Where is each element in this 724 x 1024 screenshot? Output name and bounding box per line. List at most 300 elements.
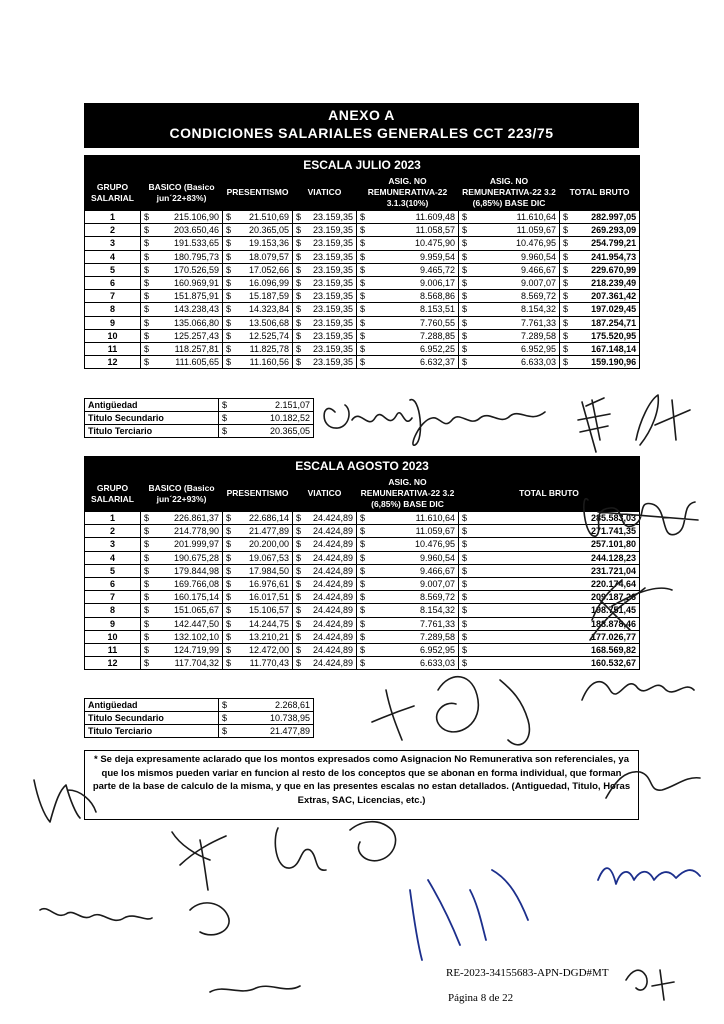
col-grupo: GRUPO SALARIAL <box>85 476 141 512</box>
asig1-cell: 10.475,90 <box>371 237 459 250</box>
presentismo-cell: 16.096,99 <box>237 276 293 289</box>
currency-symbol: $ <box>293 591 307 604</box>
currency-symbol: $ <box>223 224 237 237</box>
extra-label: Titulo Terciario <box>85 725 219 738</box>
grupo-cell: 2 <box>85 525 141 538</box>
currency-symbol: $ <box>357 356 371 369</box>
extra-value: 10.182,52 <box>233 412 314 425</box>
currency-symbol: $ <box>223 591 237 604</box>
table-row <box>85 577 640 590</box>
viatico-cell: 24.424,89 <box>307 538 357 551</box>
currency-symbol: $ <box>141 577 155 590</box>
currency-symbol: $ <box>357 657 371 670</box>
asig1-cell: 7.288,85 <box>371 329 459 342</box>
asig2-cell: 11.610,64 <box>473 211 560 224</box>
signature-16 <box>210 986 300 992</box>
grupo-cell: 3 <box>85 237 141 250</box>
currency-symbol: $ <box>293 316 307 329</box>
presentismo-cell: 22.686,14 <box>237 512 293 525</box>
asig2-cell: 7.289,58 <box>473 329 560 342</box>
asig-cell: 8.569,72 <box>371 591 459 604</box>
table-row <box>85 303 640 316</box>
total-cell: 197.029,45 <box>574 303 640 316</box>
signature-2 <box>578 398 610 452</box>
currency-symbol: $ <box>560 276 574 289</box>
currency-symbol: $ <box>357 551 371 564</box>
table-row <box>85 237 640 250</box>
viatico-cell: 24.424,89 <box>307 657 357 670</box>
annex-title: ANEXO A <box>328 107 395 123</box>
presentismo-cell: 15.187,59 <box>237 290 293 303</box>
total-cell: 218.239,49 <box>574 276 640 289</box>
currency-symbol: $ <box>141 591 155 604</box>
currency-symbol: $ <box>357 329 371 342</box>
currency-symbol: $ <box>223 211 237 224</box>
grupo-cell: 4 <box>85 551 141 564</box>
presentismo-cell: 20.200,00 <box>237 538 293 551</box>
table-row <box>85 551 640 564</box>
table-row <box>85 643 640 656</box>
currency-symbol: $ <box>293 303 307 316</box>
currency-symbol: $ <box>141 512 155 525</box>
total-cell: 271.741,35 <box>473 525 640 538</box>
currency-symbol: $ <box>223 263 237 276</box>
grupo-cell: 5 <box>85 263 141 276</box>
grupo-cell: 11 <box>85 643 141 656</box>
table-row <box>85 564 640 577</box>
extra-value: 2.151,07 <box>233 399 314 412</box>
currency-symbol: $ <box>357 643 371 656</box>
currency-symbol: $ <box>141 329 155 342</box>
currency-symbol: $ <box>459 237 473 250</box>
viatico-cell: 23.159,35 <box>307 276 357 289</box>
asig1-cell: 8.153,51 <box>371 303 459 316</box>
presentismo-cell: 17.984,50 <box>237 564 293 577</box>
currency-symbol: $ <box>141 356 155 369</box>
currency-symbol: $ <box>357 564 371 577</box>
extra-label: Antigüedad <box>85 699 219 712</box>
currency-symbol: $ <box>223 250 237 263</box>
presentismo-cell: 13.210,21 <box>237 630 293 643</box>
presentismo-cell: 20.365,05 <box>237 224 293 237</box>
basico-cell: 226.861,37 <box>155 512 223 525</box>
total-cell: 198.751,45 <box>473 604 640 617</box>
currency-symbol: $ <box>459 211 473 224</box>
viatico-cell: 23.159,35 <box>307 316 357 329</box>
currency-symbol: $ <box>141 617 155 630</box>
basico-cell: 111.605,65 <box>155 356 223 369</box>
currency-symbol: $ <box>293 211 307 224</box>
presentismo-cell: 14.244,75 <box>237 617 293 630</box>
currency-symbol: $ <box>141 538 155 551</box>
grupo-cell: 10 <box>85 630 141 643</box>
currency-symbol: $ <box>459 263 473 276</box>
asig-cell: 9.466,67 <box>371 564 459 577</box>
july-table-body <box>85 211 640 369</box>
currency-symbol: $ <box>293 577 307 590</box>
currency-symbol: $ <box>357 538 371 551</box>
table-row <box>85 617 640 630</box>
currency-symbol: $ <box>459 525 473 538</box>
currency-symbol: $ <box>223 643 237 656</box>
extra-row <box>85 725 314 738</box>
signature-19 <box>598 868 700 884</box>
col-basico: BASICO (Basico jun´22+93%) <box>141 476 223 512</box>
currency-symbol: $ <box>223 290 237 303</box>
extra-row <box>85 712 314 725</box>
currency-symbol: $ <box>459 224 473 237</box>
currency-symbol: $ <box>357 617 371 630</box>
currency-symbol: $ <box>560 250 574 263</box>
currency-symbol: $ <box>459 276 473 289</box>
asig-cell: 6.633,03 <box>371 657 459 670</box>
currency-symbol: $ <box>219 725 233 738</box>
currency-symbol: $ <box>293 525 307 538</box>
viatico-cell: 23.159,35 <box>307 329 357 342</box>
table-row <box>85 342 640 355</box>
presentismo-cell: 11.825,78 <box>237 342 293 355</box>
august-scale-title: ESCALA AGOSTO 2023 <box>85 457 640 476</box>
presentismo-cell: 17.052,66 <box>237 263 293 276</box>
currency-symbol: $ <box>293 564 307 577</box>
july-salary-table <box>84 155 640 369</box>
currency-symbol: $ <box>223 303 237 316</box>
grupo-cell: 9 <box>85 316 141 329</box>
basico-cell: 124.719,99 <box>155 643 223 656</box>
currency-symbol: $ <box>459 643 473 656</box>
currency-symbol: $ <box>219 699 233 712</box>
currency-symbol: $ <box>293 630 307 643</box>
extra-value: 10.738,95 <box>233 712 314 725</box>
july-extras-table <box>84 398 314 438</box>
currency-symbol: $ <box>223 329 237 342</box>
basico-cell: 215.106,90 <box>155 211 223 224</box>
page-number: Página 8 de 22 <box>448 992 514 1004</box>
asig1-cell: 6.632,37 <box>371 356 459 369</box>
presentismo-cell: 19.153,36 <box>237 237 293 250</box>
currency-symbol: $ <box>141 551 155 564</box>
total-cell: 220.174,64 <box>473 577 640 590</box>
viatico-cell: 24.424,89 <box>307 577 357 590</box>
currency-symbol: $ <box>219 399 233 412</box>
asig-cell: 7.761,33 <box>371 617 459 630</box>
col-viatico: VIATICO <box>293 175 357 211</box>
basico-cell: 160.175,14 <box>155 591 223 604</box>
basico-cell: 191.533,65 <box>155 237 223 250</box>
asig1-cell: 6.952,25 <box>371 342 459 355</box>
asig2-cell: 11.059,67 <box>473 224 560 237</box>
currency-symbol: $ <box>459 512 473 525</box>
signature-12 <box>275 828 326 870</box>
presentismo-cell: 16.976,61 <box>237 577 293 590</box>
total-cell: 209.187,26 <box>473 591 640 604</box>
grupo-cell: 1 <box>85 211 141 224</box>
currency-symbol: $ <box>141 525 155 538</box>
asig-cell: 11.610,64 <box>371 512 459 525</box>
disclaimer-note: * Se deja expresamente aclarado que los montos expresados como Asignacion No Remunerativa son referenciales, ya que los mismos pueden variar en funcion al resto de los conceptos que se abonan en forma individual, que forman parte de la base de calculo de la misma, y que en las presentes escalas no estan detallados. (Antiguedad, Titulo, Horas Extras, SAC, Licencias, etc.) <box>84 750 639 820</box>
currency-symbol: $ <box>357 250 371 263</box>
signature-15 <box>190 903 229 935</box>
currency-symbol: $ <box>357 630 371 643</box>
currency-symbol: $ <box>560 237 574 250</box>
viatico-cell: 23.159,35 <box>307 263 357 276</box>
presentismo-cell: 15.106,57 <box>237 604 293 617</box>
currency-symbol: $ <box>293 237 307 250</box>
extra-value: 2.268,61 <box>233 699 314 712</box>
currency-symbol: $ <box>141 564 155 577</box>
asig1-cell: 11.609,48 <box>371 211 459 224</box>
asig1-cell: 9.006,17 <box>371 276 459 289</box>
currency-symbol: $ <box>219 412 233 425</box>
total-cell: 188.878,46 <box>473 617 640 630</box>
currency-symbol: $ <box>459 591 473 604</box>
grupo-cell: 12 <box>85 657 141 670</box>
asig2-cell: 9.466,67 <box>473 263 560 276</box>
viatico-cell: 24.424,89 <box>307 525 357 538</box>
currency-symbol: $ <box>459 356 473 369</box>
total-cell: 244.128,23 <box>473 551 640 564</box>
presentismo-cell: 21.477,89 <box>237 525 293 538</box>
viatico-cell: 23.159,35 <box>307 303 357 316</box>
currency-symbol: $ <box>293 512 307 525</box>
currency-symbol: $ <box>560 263 574 276</box>
col-total: TOTAL BRUTO <box>459 476 640 512</box>
asig2-cell: 8.154,32 <box>473 303 560 316</box>
basico-cell: 170.526,59 <box>155 263 223 276</box>
grupo-cell: 6 <box>85 577 141 590</box>
total-cell: 187.254,71 <box>574 316 640 329</box>
presentismo-cell: 19.067,53 <box>237 551 293 564</box>
viatico-cell: 23.159,35 <box>307 224 357 237</box>
currency-symbol: $ <box>459 329 473 342</box>
currency-symbol: $ <box>141 276 155 289</box>
currency-symbol: $ <box>141 657 155 670</box>
currency-symbol: $ <box>459 538 473 551</box>
currency-symbol: $ <box>459 630 473 643</box>
signature-3 <box>636 395 690 445</box>
total-cell: 159.190,96 <box>574 356 640 369</box>
currency-symbol: $ <box>459 657 473 670</box>
currency-symbol: $ <box>141 604 155 617</box>
currency-symbol: $ <box>459 617 473 630</box>
july-scale-title: ESCALA JULIO 2023 <box>85 156 640 175</box>
currency-symbol: $ <box>357 342 371 355</box>
presentismo-cell: 14.323,84 <box>237 303 293 316</box>
annex-subtitle: CONDICIONES SALARIALES GENERALES CCT 223/75 <box>169 125 554 141</box>
currency-symbol: $ <box>293 657 307 670</box>
currency-symbol: $ <box>357 525 371 538</box>
basico-cell: 180.795,73 <box>155 250 223 263</box>
asig-cell: 7.289,58 <box>371 630 459 643</box>
currency-symbol: $ <box>293 538 307 551</box>
signature-1 <box>324 400 545 446</box>
extra-label: Titulo Secundario <box>85 412 219 425</box>
grupo-cell: 7 <box>85 591 141 604</box>
table-row <box>85 525 640 538</box>
asig2-cell: 9.007,07 <box>473 276 560 289</box>
annex-header <box>84 103 639 148</box>
total-cell: 257.101,80 <box>473 538 640 551</box>
currency-symbol: $ <box>141 263 155 276</box>
currency-symbol: $ <box>141 342 155 355</box>
table-row <box>85 512 640 525</box>
currency-symbol: $ <box>357 303 371 316</box>
grupo-cell: 8 <box>85 303 141 316</box>
basico-cell: 214.778,90 <box>155 525 223 538</box>
table-row <box>85 604 640 617</box>
currency-symbol: $ <box>141 643 155 656</box>
extra-label: Titulo Terciario <box>85 425 219 438</box>
currency-symbol: $ <box>141 237 155 250</box>
currency-symbol: $ <box>141 316 155 329</box>
presentismo-cell: 21.510,69 <box>237 211 293 224</box>
currency-symbol: $ <box>357 591 371 604</box>
currency-symbol: $ <box>223 577 237 590</box>
currency-symbol: $ <box>357 512 371 525</box>
viatico-cell: 23.159,35 <box>307 290 357 303</box>
currency-symbol: $ <box>357 604 371 617</box>
basico-cell: 160.969,91 <box>155 276 223 289</box>
grupo-cell: 8 <box>85 604 141 617</box>
august-extras-table <box>84 698 314 738</box>
currency-symbol: $ <box>293 224 307 237</box>
table-row <box>85 657 640 670</box>
presentismo-cell: 16.017,51 <box>237 591 293 604</box>
viatico-cell: 24.424,89 <box>307 617 357 630</box>
currency-symbol: $ <box>459 577 473 590</box>
grupo-cell: 4 <box>85 250 141 263</box>
viatico-cell: 24.424,89 <box>307 551 357 564</box>
currency-symbol: $ <box>219 712 233 725</box>
table-row <box>85 538 640 551</box>
total-cell: 167.148,14 <box>574 342 640 355</box>
asig-cell: 11.059,67 <box>371 525 459 538</box>
grupo-cell: 7 <box>85 290 141 303</box>
signature-7 <box>372 690 414 740</box>
currency-symbol: $ <box>560 211 574 224</box>
viatico-cell: 24.424,89 <box>307 604 357 617</box>
total-cell: 229.670,99 <box>574 263 640 276</box>
currency-symbol: $ <box>560 329 574 342</box>
currency-symbol: $ <box>459 316 473 329</box>
viatico-cell: 24.424,89 <box>307 643 357 656</box>
currency-symbol: $ <box>293 356 307 369</box>
currency-symbol: $ <box>357 577 371 590</box>
signature-20 <box>410 870 528 960</box>
currency-symbol: $ <box>293 276 307 289</box>
currency-symbol: $ <box>223 551 237 564</box>
currency-symbol: $ <box>560 303 574 316</box>
currency-symbol: $ <box>459 290 473 303</box>
basico-cell: 169.766,08 <box>155 577 223 590</box>
asig2-cell: 7.761,33 <box>473 316 560 329</box>
currency-symbol: $ <box>560 356 574 369</box>
asig1-cell: 7.760,55 <box>371 316 459 329</box>
grupo-cell: 10 <box>85 329 141 342</box>
currency-symbol: $ <box>223 657 237 670</box>
currency-symbol: $ <box>560 342 574 355</box>
currency-symbol: $ <box>293 329 307 342</box>
basico-cell: 151.875,91 <box>155 290 223 303</box>
col-presentismo: PRESENTISMO <box>223 175 293 211</box>
basico-cell: 179.844,98 <box>155 564 223 577</box>
table-row <box>85 250 640 263</box>
col-asig-2: ASIG. NO REMUNERATIVA-22 3.2 (6,85%) BASE DIC <box>459 175 560 211</box>
asig1-cell: 8.568,86 <box>371 290 459 303</box>
viatico-cell: 23.159,35 <box>307 356 357 369</box>
asig2-cell: 6.633,03 <box>473 356 560 369</box>
currency-symbol: $ <box>357 237 371 250</box>
col-presentismo: PRESENTISMO <box>223 476 293 512</box>
currency-symbol: $ <box>223 342 237 355</box>
asig-cell: 10.476,95 <box>371 538 459 551</box>
asig2-cell: 8.569,72 <box>473 290 560 303</box>
extra-value: 21.477,89 <box>233 725 314 738</box>
viatico-cell: 24.424,89 <box>307 630 357 643</box>
presentismo-cell: 11.770,43 <box>237 657 293 670</box>
currency-symbol: $ <box>223 237 237 250</box>
asig1-cell: 11.058,57 <box>371 224 459 237</box>
presentismo-cell: 18.079,57 <box>237 250 293 263</box>
basico-cell: 132.102,10 <box>155 630 223 643</box>
currency-symbol: $ <box>141 250 155 263</box>
total-cell: 254.799,21 <box>574 237 640 250</box>
total-cell: 207.361,42 <box>574 290 640 303</box>
extra-row <box>85 425 314 438</box>
signature-11 <box>172 832 226 890</box>
currency-symbol: $ <box>223 617 237 630</box>
grupo-cell: 5 <box>85 564 141 577</box>
currency-symbol: $ <box>223 276 237 289</box>
grupo-cell: 6 <box>85 276 141 289</box>
viatico-cell: 23.159,35 <box>307 237 357 250</box>
table-row <box>85 630 640 643</box>
table-row <box>85 290 640 303</box>
total-cell: 231.721,04 <box>473 564 640 577</box>
viatico-cell: 24.424,89 <box>307 564 357 577</box>
total-cell: 168.569,82 <box>473 643 640 656</box>
asig-cell: 6.952,95 <box>371 643 459 656</box>
currency-symbol: $ <box>560 316 574 329</box>
presentismo-cell: 12.472,00 <box>237 643 293 656</box>
signature-13 <box>350 822 396 861</box>
asig1-cell: 9.465,72 <box>371 263 459 276</box>
currency-symbol: $ <box>223 630 237 643</box>
asig2-cell: 10.476,95 <box>473 237 560 250</box>
currency-symbol: $ <box>293 342 307 355</box>
basico-cell: 143.238,43 <box>155 303 223 316</box>
currency-symbol: $ <box>459 604 473 617</box>
col-total: TOTAL BRUTO <box>560 175 640 211</box>
grupo-cell: 11 <box>85 342 141 355</box>
table-row <box>85 329 640 342</box>
basico-cell: 151.065,67 <box>155 604 223 617</box>
currency-symbol: $ <box>357 290 371 303</box>
basico-cell: 117.704,32 <box>155 657 223 670</box>
currency-symbol: $ <box>223 316 237 329</box>
signature-17 <box>626 970 674 1000</box>
asig2-cell: 6.952,95 <box>473 342 560 355</box>
total-cell: 282.997,05 <box>574 211 640 224</box>
currency-symbol: $ <box>293 551 307 564</box>
asig-cell: 9.007,07 <box>371 577 459 590</box>
total-cell: 177.026,77 <box>473 630 640 643</box>
extra-row <box>85 699 314 712</box>
col-asig: ASIG. NO REMUNERATIVA-22 3.2 (6,85%) BASE DIC <box>357 476 459 512</box>
presentismo-cell: 11.160,56 <box>237 356 293 369</box>
grupo-cell: 2 <box>85 224 141 237</box>
currency-symbol: $ <box>357 316 371 329</box>
